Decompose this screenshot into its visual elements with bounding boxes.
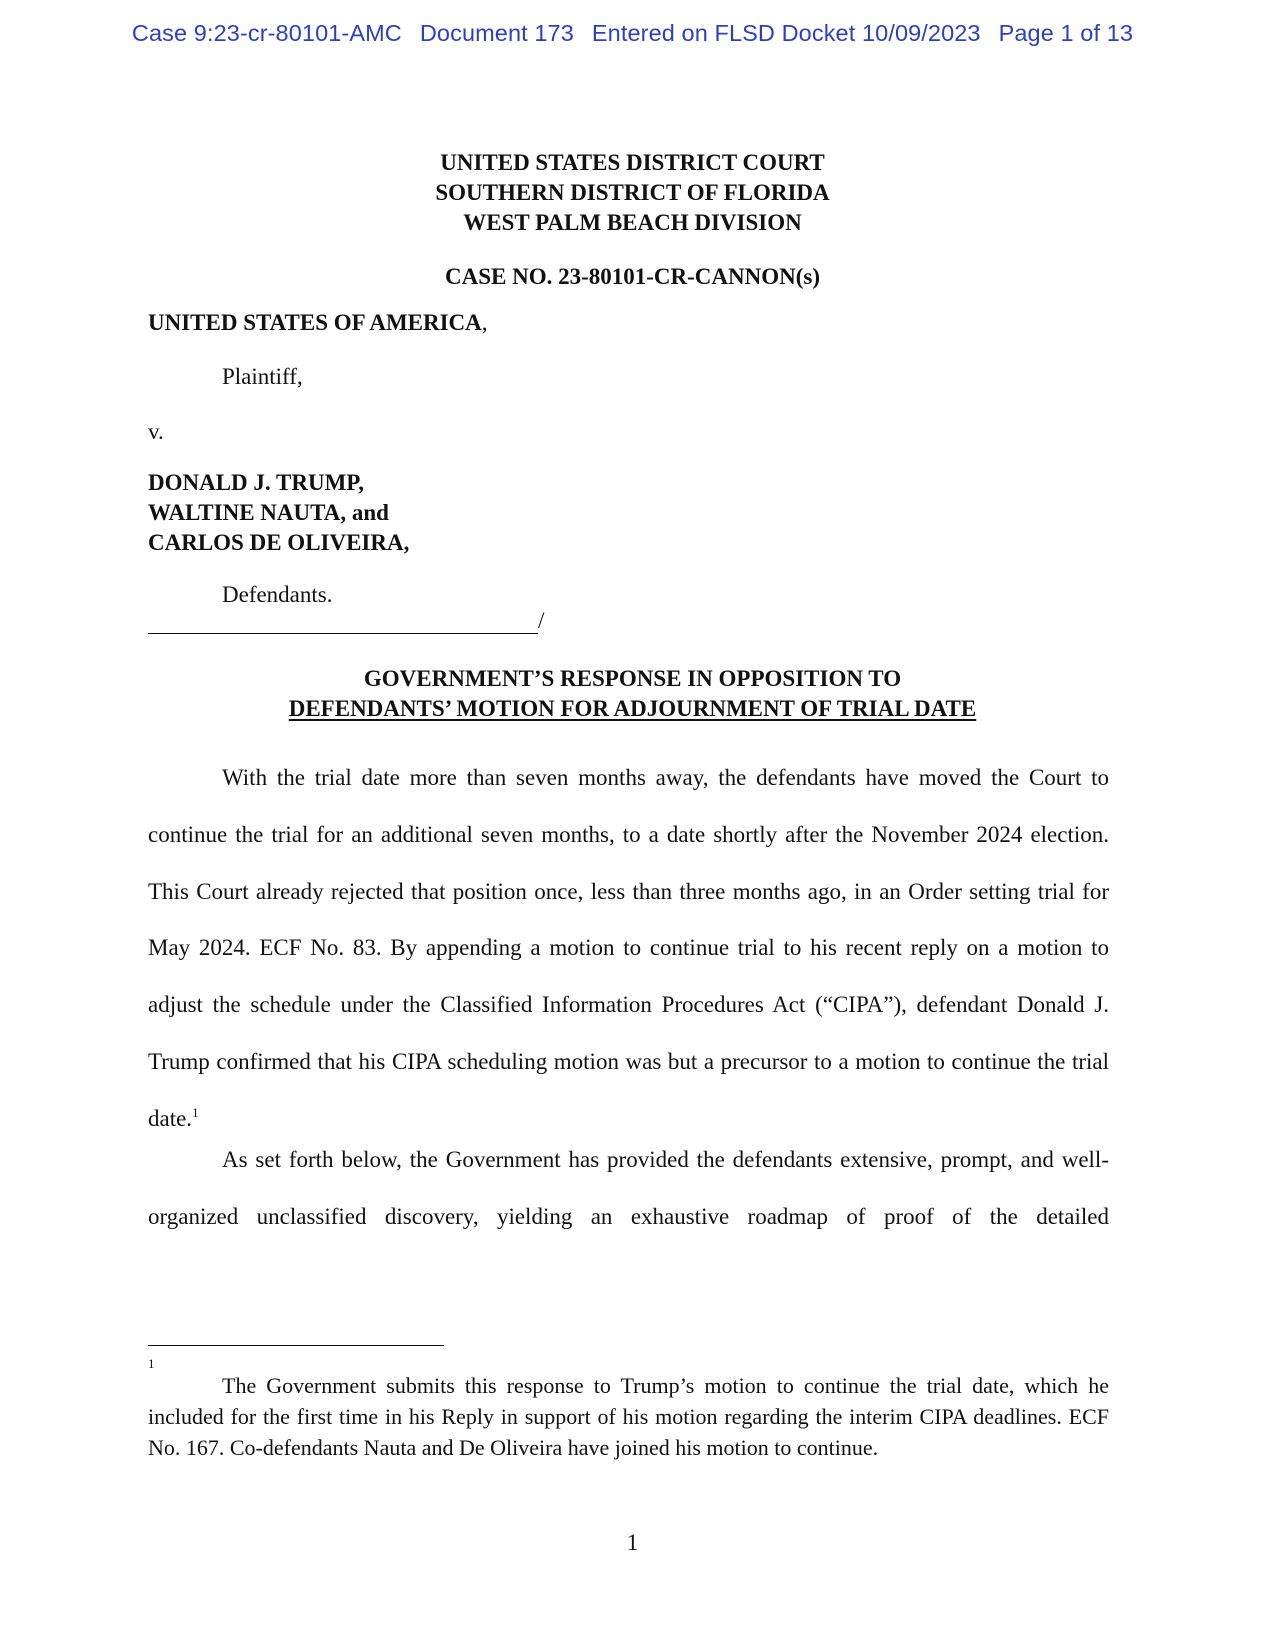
defendant-2: WALTINE NAUTA, and: [148, 500, 389, 525]
stamp-case: Case 9:23-cr-80101-AMC: [131, 20, 402, 46]
versus: v.: [148, 419, 164, 444]
paragraph-1-text: With the trial date more than seven months away, the defendants have moved the Court to continue the trial for an additional seven months, to a date shortly after the November 2024 election. This Court already rejected that position once, less than three months ago, in an Order setting trial for May 2024. ECF No. 83. By appending a motion to continue trial to his recent reply on a motion to adjust the schedule under the Classified Information Procedures Act (“CIPA”), defendant Donald J. Trump confirmed that his CIPA scheduling motion was but a precursor to a motion to continue the trial date.: [148, 765, 1109, 1131]
body-paragraph-1: [148, 750, 1109, 1148]
footnote-reference: 1: [192, 1104, 199, 1120]
caption-slash: /: [538, 608, 545, 633]
footnote-divider: [148, 1345, 444, 1346]
stamp-entered: Entered on FLSD Docket 10/09/2023: [591, 20, 981, 46]
plaintiff-comma: ,: [481, 310, 488, 335]
footnote-1: [148, 1370, 1109, 1463]
court-heading: [0, 148, 1265, 238]
court-line-1: UNITED STATES DISTRICT COURT: [440, 150, 825, 175]
plaintiff-name: [148, 310, 488, 336]
title-line-2: [0, 696, 1265, 722]
plaintiff-name-text: UNITED STATES OF AMERICA: [148, 310, 482, 335]
page-number: 1: [626, 1530, 639, 1555]
court-line-2: SOUTHERN DISTRICT OF FLORIDA: [435, 180, 830, 205]
docket-stamp: [0, 20, 1265, 47]
body-paragraph-2: As set forth below, the Government has provided the defendants extensive, prompt, and well-organized unclassified discovery, yielding an exhaustive roadmap of proof of the detailed: [148, 1147, 1109, 1229]
footnote-text: The Government submits this response to Trump’s motion to continue the trial date, which he included for the first time in his Reply in support of his motion regarding the interim CIPA deadlines. ECF No. 167. Co-defendants Nauta and De Oliveira have joined his motion to continue.: [148, 1373, 1109, 1460]
defendant-3: CARLOS DE OLIVEIRA,: [148, 530, 410, 555]
plaintiff-label: Plaintiff,: [222, 364, 303, 389]
title-line-2-text: DEFENDANTS’ MOTION FOR ADJOURNMENT OF TRIAL DATE: [288, 696, 977, 721]
stamp-document: Document 173: [419, 20, 574, 46]
stamp-page: Page 1 of 13: [998, 20, 1134, 46]
case-number: CASE NO. 23-80101-CR-CANNON(s): [444, 264, 820, 289]
title-line-1: GOVERNMENT’S RESPONSE IN OPPOSITION TO: [363, 666, 902, 691]
court-line-3: WEST PALM BEACH DIVISION: [463, 210, 802, 235]
footnote-number: 1: [148, 1356, 155, 1371]
defendant-1: DONALD J. TRUMP,: [148, 470, 364, 495]
defendants-label: Defendants.: [222, 582, 333, 607]
caption-divider: [148, 633, 538, 634]
